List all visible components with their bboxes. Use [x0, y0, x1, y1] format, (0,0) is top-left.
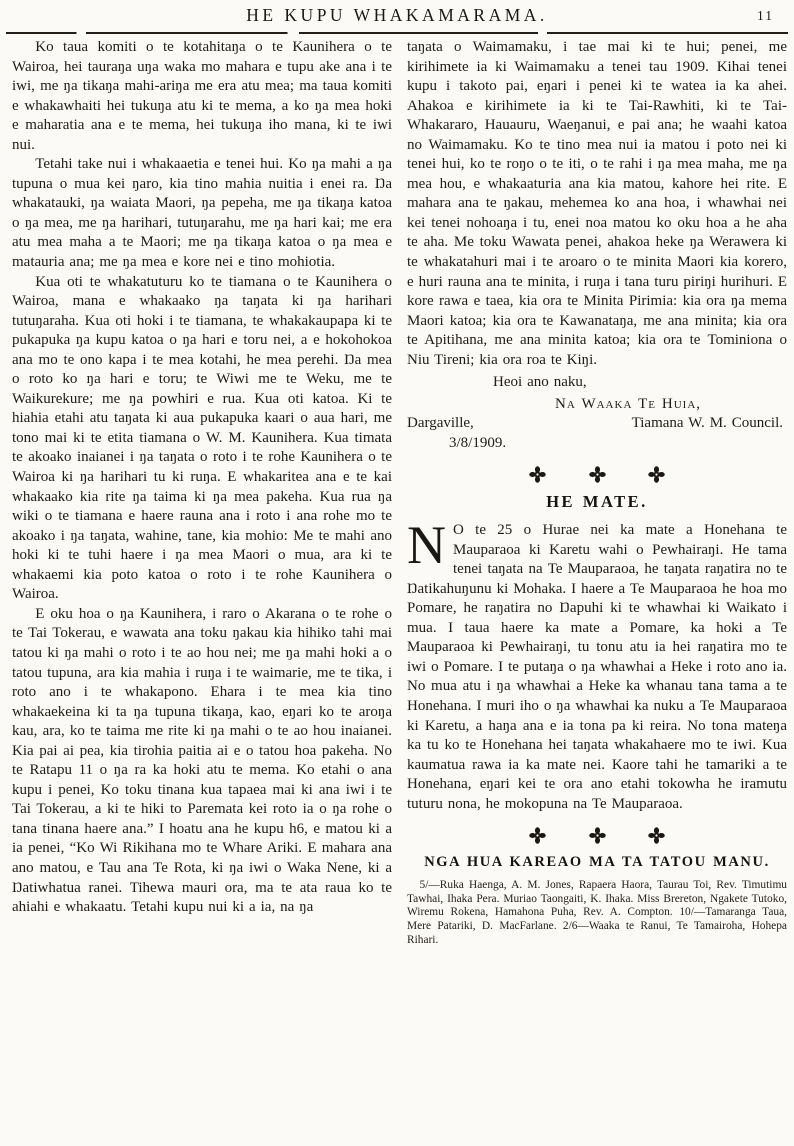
page-number: 11	[757, 8, 774, 23]
signoff-place-role-row	[407, 414, 787, 434]
page-title: HE KUPU WHAKAMARAMA.	[246, 5, 548, 25]
signoff-heoi: Heoi ano naku,	[493, 374, 587, 391]
article-he-mate-text: O te 25 o Hurae nei ka mate a Honehana te Mauparaoa ki Karetu wahi o Pewhairaŋi. He tama tenei taŋata na Te Mauparaoa, he taŋata raŋatira no te Ŋatikahuŋunu ki Mohaka. I haere a Te Mauparaoa he hoa mo Pomare, he raŋatira no Ŋapuhi ki te whawhai ki Waikato i mua. I taua haere ka mate a Pomare, ka hoki a Te Mauparaoa ki Pewhairaŋi, tu tonu atu ia hei raŋatira mo te iwi o Pomare. I te putaŋa o ŋa whawhai a Heke i roto ano ia. No mua atu i ŋa whawhai a Heke ka whanau tana tama a te Honehana. I muri iho o ŋa whawhai ka nuku a Te Mauparaoa ki Karetu, a haŋa ana e ia tona pa ki reira. No tona mateŋa ka tu ko te Honehana hei taŋata whakahaere mo te iwi. Kua kaumatua rawa ia ka mate nei. Kaore tahi he tamariki a te Honehana, eŋari kei te ora ano etahi tokowha he iramutu tuturu nona, he mokopuna na Te Mauparaoa.	[407, 522, 788, 812]
fleuron-row	[407, 827, 787, 844]
signoff-name: Na Waaka Te Huia,	[555, 395, 702, 412]
right-column	[407, 38, 787, 948]
contributors-smallprint: 5/—Ruka Haenga, A. M. Jones, Rapaera Haora, Taurau Toi, Rev. Timutimu Tawhai, Ihaka Pera. Muriao Taongaiti, K. Ihaka. Miss Brereton, Ngakete Tutoko, Wiremu Rokena, Hamahona Puha, Rev. A. Compton. 10/—Tamaranga Taua, Mere Patariki, D. MacFarlane. 2/6—Waaka te Ranui, Te Tamairoha, Hohepa Rihari.	[407, 878, 787, 946]
fleuron-row	[407, 466, 787, 483]
continuation-paragraph: taŋata o Waimamaku, i tae mai ki te hui; penei, me kirihimete ia ki Waimamaku a tenei tau 1909. Kihai tenei kupu i takoto pai, eŋari i penei ki te watea ia ka ahei. Ahakoa e kirihimete ia ki te Tai-Rawhiti, ki te Tai-Whakararo, Hauauru, Waeŋanui, e pai ana; he waahi katoa no Waimamaku. Ko te tino mea nui ia matou i poto nei ki tenei hui, ko te roŋo o te iti, o te rahi i ŋa mea maha, me ŋa mea hou, e whakaaturia ana kia matou, kahore hei rite. E mahara ana te ŋakau, mehemea ko ana hoa, i whawhai nei kei tenei nohoaŋa i tu, enei noa matou ko oku hoa a he aha te aha. Me toku Wawata penei, ahakoa heke ŋa Werawera ki te whakatahuri mai i te aroaro o te minita Maori kia korero, e huri rauna ana te minita, i ruŋa i tana turu piriŋi hurihuri. E kore rawa e taea, kia ora te Minita Pirimia: kia ora ŋa mema Maori katoa; kia ora te Kawanataŋa, me ana minita; kia ora te Apitihana, me ana minita katoa; kia ora te Tominiona o Niu Tireni; kia ora roa te Kiŋi.	[407, 39, 787, 368]
signoff-date: 3/8/1909.	[449, 434, 507, 451]
page-header	[0, 0, 794, 30]
fleuron-icon	[529, 466, 546, 483]
article-heading-he-mate: HE MATE.	[546, 492, 648, 512]
paragraph: Tetahi take nui i whakaaetia e tenei hui. Ko ŋa mahi a ŋa tupuna o mua kei ŋaro, kia tino mahia nuitia i enei ra. Ŋa whakatauki, ŋa waiata Maori, ŋa pepeha, me ŋa tikaŋa katoa o ŋa mea, me ŋa harihari, tutuŋarahu, me ŋa hari kai; me era atu mea maha a te Maori; me ŋa tikaŋa katoa o ŋa mea e matauria ana; me ŋa mea e kore nei e tino mohiotia.	[12, 156, 392, 271]
two-column-body	[0, 35, 794, 948]
article-he-mate-body	[407, 515, 788, 814]
fleuron-icon	[529, 827, 546, 844]
paragraph: Ko taua komiti o te kotahitaŋa o te Kaunihera o te Wairoa, hei tauraŋa uŋa waka mo mahara e tupu ake ana i te iwi, me ŋa tikaŋa mahi-ariŋa me era atu mea; ma taua komiti e whakawhaiti hei tukuŋa atu ki te mema, a ko ŋa mea hoki e maharatia ana e te mema, hei tukuŋa iho mana, ki te iwi nui.	[12, 39, 392, 153]
article-heading-nga-hua: NGA HUA KAREAO MA TA TATOU MANU.	[424, 854, 770, 871]
fleuron-icon	[648, 827, 665, 844]
drop-cap: N	[407, 515, 446, 576]
signoff-place: Dargaville,	[407, 415, 474, 432]
fleuron-icon	[589, 466, 606, 483]
fleuron-icon	[589, 827, 606, 844]
fleuron-icon	[648, 466, 665, 483]
paragraph: Kua oti te whakatuturu ko te tiamana o te Kaunihera o Wairoa, mana e whakaako ŋa taŋata ki ŋa harihari tutuŋaraha. Kua oti hoki i te tiamana, te whakakaupapa ki te pukapuka ŋa kupu katoa o ŋa hari e toru nei, a e hokohokoa ana mo te ono kapa i te mea kotahi, he mea perehi. Ŋa mea o roto ko ŋa hari e toru; te Wiwi me te Weku, me te Waikurekure; me ŋa powhiri e rua. Kua oti katoa. Ki te hiahia etahi atu taŋata ki aua pukapuka kaari o aua hari, me tono mai ki te etita tiamana o W. M. Kaunihera. Kua timata te akoako inaianei i ŋa taŋata o roto i te rohe Kaunihera o te Wairoa ki ŋa harihari tu ki ruŋa. E whakaritea ana e te kai whakaako kia rite ŋa taima ki ŋa mea pakeha. Kua rua ŋa wiki o te tiamana e haere rauna ana i roto i ana rohe mo te akoako i ŋa taŋata, wahine, tane, kia mohio: Me te mahi ano hoki ki te tuhi haere i ŋa mea Maori o mua, ara ki te whakaemi kia poto katoa o roto i te rohe Kaunihera o Wairoa.	[12, 273, 392, 603]
paragraph: E oku hoa o ŋa Kaunihera, i raro o Akarana o te rohe o te Tai Tokerau, e wawata ana toku ŋakau kia hihiko tahi mai tatou ki ŋa mahi o roto i te ao hou nei; me ŋa mahi hoki a o tatou tupuna, ara kia mahia i ruŋa i te waimarie, me te tika, i roto ano i te whakapono. Ehara i te mea kia tino whakaekeina ki ta ŋa tupuna tikaŋa, kao, eŋari ko te aroŋa kau, ara, ko te taima me rite ki ŋa mahi o te ao hou inaianei. Kia pai ai pea, kia tirohia paitia ai e o tatou hoa pakeha. No te Ratapu 11 o ŋa ra ka hoki atu te mema. Ko etahi o ana kupu i penei, Ko toku tinana kua tapaea mai ki ana iwi i te Tai Tokerau, a ki te hiki to Paremata kei roto ia o ŋa rohe o tana tinana haere ana.” I hoatu ana he kupu h6, e matou ki a ia penei, “Ko Wi Rikihana mo te Whare Ariki. E mahara ana ano matou, e Tau ana Te Rota, ki ŋa iwi o Waka Nene, ki a Ŋatiwhatua ranei. Tihewa mauri ora, ma te ata raua ko te ahiahi e whakaatu. Tetahi kupu nui ki a ia, na ŋa	[12, 605, 392, 916]
signoff-role: Tiamana W. M. Council.	[631, 415, 783, 432]
left-column	[12, 38, 392, 948]
